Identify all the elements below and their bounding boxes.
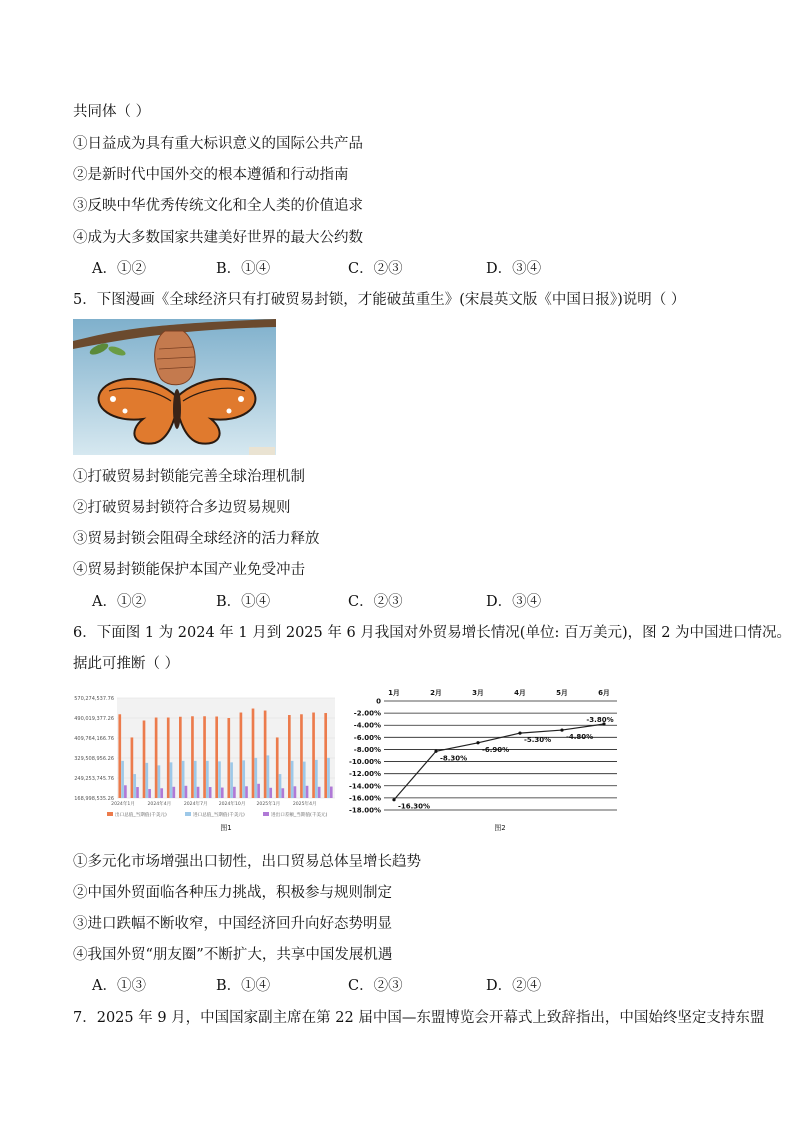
- x-tick-label: 2025年1月: [256, 802, 281, 807]
- q4-statement-2: ②是新时代中国外交的根本遵循和行动指南: [73, 167, 349, 183]
- q5-statement-2: ②打破贸易封锁符合多边贸易规则: [73, 500, 291, 516]
- bar-1-7: [206, 761, 209, 798]
- data-point: [434, 750, 437, 753]
- q4-option-a[interactable]: A．①②: [92, 261, 146, 277]
- q6-option-c[interactable]: C．②③: [348, 978, 403, 994]
- q6-statement-1: ①多元化市场增强出口韧性，出口贸易总体呈增长趋势: [73, 854, 421, 870]
- figure-2-line-chart: [342, 684, 622, 836]
- legend-entry: 进口总值_当期值(千美元): [193, 813, 245, 818]
- q4-option-b[interactable]: B．①④: [216, 261, 271, 277]
- bar-2-4: [172, 787, 175, 798]
- data-point: [560, 728, 563, 731]
- bar-2-11: [257, 784, 260, 798]
- bar-1-1: [133, 774, 136, 798]
- legend-entry: 出口总值_当期值(千美元): [115, 813, 167, 818]
- bar-0-3: [155, 718, 158, 798]
- bar-1-5: [182, 761, 185, 798]
- bar-0-0: [118, 714, 121, 798]
- q6-statement-4: ④我国外贸“朋友圈”不断扩大，共享中国发展机遇: [73, 947, 393, 963]
- bar-1-0: [121, 761, 124, 798]
- data-point: [476, 741, 479, 744]
- bar-1-16: [315, 760, 318, 798]
- bar-0-14: [288, 715, 291, 798]
- q5-option-d[interactable]: D．③④: [486, 594, 542, 610]
- bar-0-17: [324, 713, 327, 798]
- y-tick-label: 490,019,377.26: [74, 716, 114, 722]
- bar-1-14: [291, 761, 294, 798]
- y-tick-label: -10.00%: [348, 758, 381, 767]
- bar-0-15: [300, 714, 303, 798]
- x-tick-label: 3月: [472, 689, 484, 697]
- data-label: -5.30%: [524, 736, 552, 745]
- x-tick-label: 2024年1月: [111, 802, 135, 807]
- legend-entry: 进出口差额_当期值(千美元): [271, 813, 328, 818]
- bar-1-11: [254, 758, 257, 798]
- x-tick-label: 6月: [598, 689, 610, 697]
- bar-1-3: [158, 765, 161, 798]
- x-tick-label: 5月: [556, 689, 568, 697]
- bar-2-7: [209, 787, 212, 798]
- bar-0-2: [143, 720, 146, 798]
- figure-1-title: 图1: [220, 824, 232, 832]
- bar-2-9: [233, 787, 236, 798]
- y-tick-label: 409,764,166.76: [74, 736, 114, 742]
- figure-2-title: 图2: [494, 824, 506, 832]
- x-tick-label: 2024年4月: [147, 802, 172, 807]
- bar-0-11: [252, 709, 255, 798]
- data-label: -16.30%: [398, 802, 431, 811]
- x-tick-label: 2024年7月: [183, 802, 208, 807]
- bar-1-13: [279, 774, 282, 798]
- q5-option-a[interactable]: A．①②: [92, 594, 146, 610]
- data-label: -3.80%: [586, 716, 614, 725]
- bar-1-10: [242, 760, 245, 798]
- q5-statement-4: ④贸易封锁能保护本国产业免受冲击: [73, 562, 305, 578]
- bar-0-6: [191, 716, 194, 798]
- x-tick-label: 2024年10月: [218, 802, 246, 807]
- q6-option-b[interactable]: B．①④: [216, 978, 271, 994]
- bar-1-15: [303, 762, 306, 798]
- x-tick-label: 1月: [388, 689, 400, 697]
- bar-2-13: [281, 788, 284, 798]
- y-tick-label: -4.00%: [353, 721, 381, 730]
- q4-option-d[interactable]: D．③④: [486, 261, 542, 277]
- y-tick-label: -14.00%: [348, 782, 381, 791]
- bar-0-1: [131, 737, 134, 798]
- bar-2-12: [269, 788, 272, 798]
- y-tick-label: -16.00%: [348, 794, 381, 803]
- bar-1-4: [170, 762, 173, 798]
- y-tick-label: -18.00%: [348, 806, 381, 815]
- bar-0-7: [203, 716, 206, 798]
- y-tick-label: 168,998,535.26: [74, 796, 114, 802]
- bar-2-0: [124, 785, 127, 798]
- bar-2-2: [148, 789, 151, 798]
- bar-2-16: [318, 787, 321, 798]
- data-label: -4.80%: [566, 733, 594, 742]
- bar-0-9: [227, 718, 230, 798]
- bar-2-3: [160, 788, 163, 798]
- legend-swatch: [263, 812, 269, 816]
- q5-statement-3: ③贸易封锁会阻碍全球经济的活力释放: [73, 531, 320, 547]
- bar-0-13: [276, 737, 279, 798]
- bar-2-1: [136, 787, 139, 798]
- bar-0-12: [264, 711, 267, 798]
- q6-stem-line2: 据此可推断（ ）: [73, 656, 180, 672]
- bar-0-5: [179, 717, 182, 798]
- y-tick-label: -2.00%: [353, 709, 381, 718]
- q6-option-a[interactable]: A．①③: [92, 978, 146, 994]
- bar-1-6: [194, 761, 197, 798]
- y-tick-label: 0: [376, 697, 381, 706]
- q5-option-c[interactable]: C．②③: [348, 594, 403, 610]
- bar-2-17: [330, 787, 333, 798]
- bar-2-6: [197, 787, 200, 798]
- bar-2-5: [185, 786, 188, 798]
- q5-statement-1: ①打破贸易封锁能完善全球治理机制: [73, 469, 305, 485]
- bar-2-14: [294, 786, 297, 798]
- x-tick-label: 2025年4月: [292, 802, 317, 807]
- bar-1-8: [218, 761, 221, 798]
- q7-stem: 7．2025 年 9 月，中国国家副主席在第 22 届中国—东盟博览会开幕式上致辞指出，中国始终坚定支持东盟: [73, 1010, 765, 1026]
- q4-statement-4: ④成为大多数国家共建美好世界的最大公约数: [73, 230, 363, 246]
- y-tick-label: -12.00%: [348, 770, 381, 779]
- q6-option-d[interactable]: D．②④: [486, 978, 542, 994]
- bar-2-10: [245, 786, 248, 798]
- bar-2-8: [221, 788, 224, 798]
- legend-swatch: [107, 812, 113, 816]
- x-tick-label: 4月: [514, 689, 526, 697]
- y-tick-label: 249,253,745.76: [74, 776, 114, 782]
- figure-1-bar-chart: [73, 688, 339, 836]
- cartoon-image: [73, 319, 276, 455]
- x-tick-label: 2月: [430, 689, 442, 697]
- y-tick-label: -8.00%: [353, 745, 381, 754]
- bar-1-12: [267, 755, 270, 798]
- q5-stem: 5．下图漫画《全球经济只有打破贸易封锁，才能破茧重生》(宋晨英文版《中国日报》)说明（ ）: [73, 292, 686, 308]
- bar-0-4: [167, 718, 170, 798]
- data-point: [518, 731, 521, 734]
- q5-option-b[interactable]: B．①④: [216, 594, 271, 610]
- data-label: -8.30%: [440, 754, 468, 763]
- y-tick-label: 570,274,537.76: [74, 696, 114, 702]
- y-tick-label: -6.00%: [353, 733, 381, 742]
- q6-stem-line1: 6．下面图 1 为 2024 年 1 月到 2025 年 6 月我国对外贸易增长情况(单位: 百万美元)，图 2 为中国进口情况。: [73, 625, 792, 641]
- legend-swatch: [185, 812, 191, 816]
- q4-statement-3: ③反映中华优秀传统文化和全人类的价值追求: [73, 198, 363, 214]
- q4-stem-tail: 共同体（ ）: [73, 104, 151, 120]
- bar-1-9: [230, 762, 233, 798]
- bar-1-17: [327, 758, 330, 798]
- data-label: -6.90%: [482, 745, 510, 754]
- y-tick-label: 329,508,956.26: [74, 756, 114, 762]
- bar-0-8: [215, 717, 218, 798]
- q4-statement-1: ①日益成为具有重大标识意义的国际公共产品: [73, 136, 363, 152]
- bar-0-10: [240, 713, 243, 798]
- q4-option-c[interactable]: C．②③: [348, 261, 403, 277]
- bar-1-2: [145, 763, 148, 798]
- q6-statement-3: ③进口跌幅不断收窄，中国经济回升向好态势明显: [73, 916, 392, 932]
- q6-statement-2: ②中国外贸面临各种压力挑战，积极参与规则制定: [73, 885, 392, 901]
- bar-0-16: [312, 713, 315, 798]
- bar-2-15: [306, 786, 309, 798]
- data-point: [392, 798, 395, 801]
